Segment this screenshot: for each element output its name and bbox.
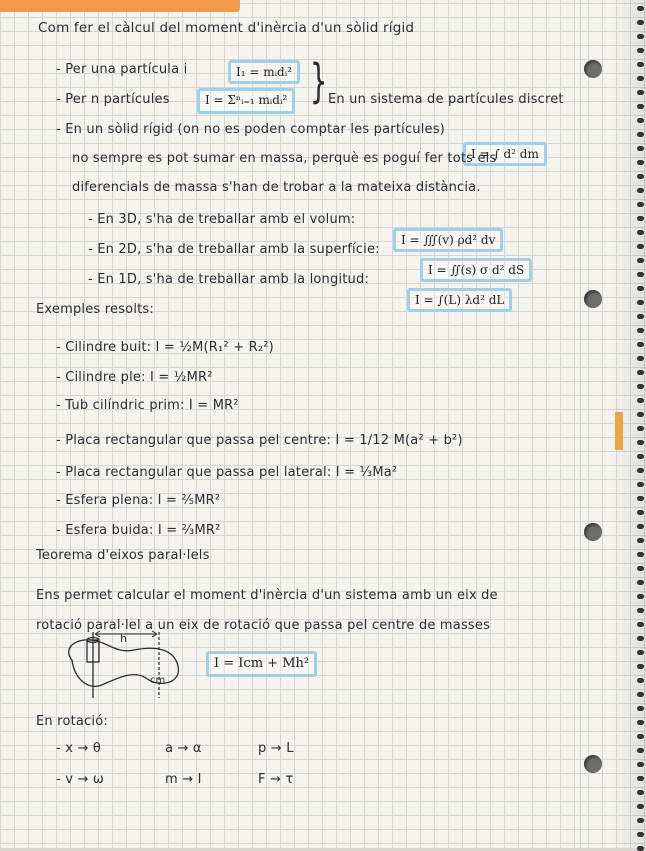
formula-2d: I = ∬(s) σ d² dS (420, 258, 532, 282)
formula-3d: I = ∭(v) ρd² dv (393, 228, 503, 252)
page-title: Com fer el càlcul del moment d'inèrcia d'un sòlid rígid (38, 20, 415, 36)
spiral-ring (637, 48, 644, 53)
spiral-ring (637, 664, 644, 669)
binder-hole (584, 60, 602, 78)
binder-hole (584, 290, 602, 308)
binder-hole (584, 755, 602, 773)
spiral-ring (637, 230, 644, 235)
spiral-ring (637, 160, 644, 165)
spiral-ring (637, 188, 644, 193)
spiral-ring (637, 174, 644, 179)
line-particules: - Per n partícules (56, 92, 170, 107)
spiral-ring (637, 300, 644, 305)
mapping-f-tau: F → τ (258, 772, 294, 787)
spiral-ring (637, 510, 644, 515)
heading-teorema: Teorema d'eixos paral·lels (36, 548, 210, 563)
line-particula: - Per una partícula i (56, 62, 188, 77)
binder-hole (584, 523, 602, 541)
spiral-ring (637, 496, 644, 501)
mapping-v-omega: - v → ω (56, 772, 104, 787)
spiral-ring (637, 636, 644, 641)
spiral-ring (637, 244, 644, 249)
spiral-ring (637, 342, 644, 347)
spiral-ring (637, 76, 644, 81)
mapping-p-l: p → L (258, 741, 294, 756)
formula-steiner: I = Icm + Mh² (206, 651, 317, 677)
spiral-ring (637, 216, 644, 221)
heading-rotacio: En rotació: (36, 714, 108, 729)
line-diferencials: diferencials de massa s'han de trobar a la mateixa distància. (72, 180, 481, 195)
example-placa-centre: - Placa rectangular que passa pel centre: I = 1/12 M(a² + b²) (56, 433, 463, 448)
formula-particules: I = Σⁿᵢ₌₁ mᵢdᵢ² (197, 88, 295, 114)
spiral-ring (637, 272, 644, 277)
parallel-axis-diagram (62, 626, 192, 700)
spiral-ring (637, 468, 644, 473)
spiral-ring (637, 20, 644, 25)
line-3d: - En 3D, s'ha de treballar amb el volum: (88, 212, 356, 227)
line-1d: - En 1D, s'ha de treballar amb la longitud: (88, 272, 370, 287)
spiral-ring (637, 552, 644, 557)
example-esfera-plena: - Esfera plena: I = ⅖MR² (56, 493, 221, 508)
line-solid: - En un sòlid rígid (on no es poden comptar les partícules) (56, 122, 445, 137)
spiral-ring (637, 118, 644, 123)
spiral-ring (637, 538, 644, 543)
line-permet-1: Ens permet calcular el moment d'inèrcia d'un sistema amb un eix de (36, 588, 498, 603)
spiral-ring (637, 790, 644, 795)
spiral-ring (637, 286, 644, 291)
spiral-ring (637, 356, 644, 361)
spiral-ring (637, 650, 644, 655)
spiral-ring (637, 398, 644, 403)
spiral-ring (637, 104, 644, 109)
line-no-sempre: no sempre es pot sumar en massa, perquè es poguí fer tots els (72, 151, 497, 166)
spiral-ring (637, 678, 644, 683)
spiral-ring (637, 328, 644, 333)
spiral-ring (637, 482, 644, 487)
h-label: h (120, 632, 127, 645)
spiral-ring (637, 776, 644, 781)
curly-brace: } (309, 54, 328, 108)
spiral-ring (637, 314, 644, 319)
spiral-ring (637, 818, 644, 823)
spiral-ring (637, 146, 644, 151)
spiral-ring (637, 846, 644, 851)
spiral-ring (637, 62, 644, 67)
spiral-ring (637, 524, 644, 529)
spiral-ring (637, 90, 644, 95)
example-placa-lateral: - Placa rectangular que passa pel lateral: I = ⅓Ma² (56, 465, 398, 480)
orange-page-strip (0, 0, 240, 12)
spiral-ring (637, 748, 644, 753)
spiral-ring (637, 580, 644, 585)
spiral-ring (637, 440, 644, 445)
spiral-ring (637, 258, 644, 263)
example-esfera-buida: - Esfera buida: I = ⅔MR² (56, 523, 221, 538)
spiral-binding (636, 0, 646, 848)
line-permet-2: rotació paral·lel a un eix de rotació que passa pel centre de masses (36, 618, 491, 633)
mapping-x-theta: - x → θ (56, 741, 102, 756)
spiral-ring (637, 454, 644, 459)
example-cilindre-buit: - Cilindre buit: I = ½M(R₁² + R₂²) (56, 340, 274, 355)
spiral-ring (637, 384, 644, 389)
formula-solid: I = ∫ d² dm (463, 142, 547, 166)
spiral-ring (637, 706, 644, 711)
spiral-ring (637, 720, 644, 725)
spiral-ring (637, 132, 644, 137)
margin-line (580, 0, 581, 848)
spiral-ring (637, 566, 644, 571)
line-sistema: En un sistema de partícules discret (328, 92, 564, 107)
spiral-ring (637, 6, 644, 11)
spiral-ring (637, 804, 644, 809)
example-tub: - Tub cilíndric prim: I = MR² (56, 398, 239, 413)
spiral-ring (637, 34, 644, 39)
cm-label: cm (150, 675, 166, 686)
spiral-ring (637, 594, 644, 599)
spiral-ring (637, 426, 644, 431)
formula-particula: I₁ = mᵢdᵢ² (228, 60, 300, 84)
spiral-ring (637, 762, 644, 767)
spiral-ring (637, 734, 644, 739)
example-cilindre-ple: - Cilindre ple: I = ½MR² (56, 370, 213, 385)
spiral-ring (637, 608, 644, 613)
spiral-ring (637, 202, 644, 207)
mapping-m-i: m → I (165, 772, 202, 787)
heading-exemples: Exemples resolts: (36, 302, 154, 317)
page-tab-marker (615, 412, 623, 450)
spiral-ring (637, 692, 644, 697)
line-2d: - En 2D, s'ha de treballar amb la superfície: (88, 242, 380, 257)
mapping-a-alpha: a → α (165, 741, 202, 756)
spiral-ring (637, 832, 644, 837)
spiral-ring (637, 412, 644, 417)
formula-1d: I = ∫(L) λd² dL (407, 288, 512, 312)
spiral-ring (637, 370, 644, 375)
spiral-ring (637, 622, 644, 627)
